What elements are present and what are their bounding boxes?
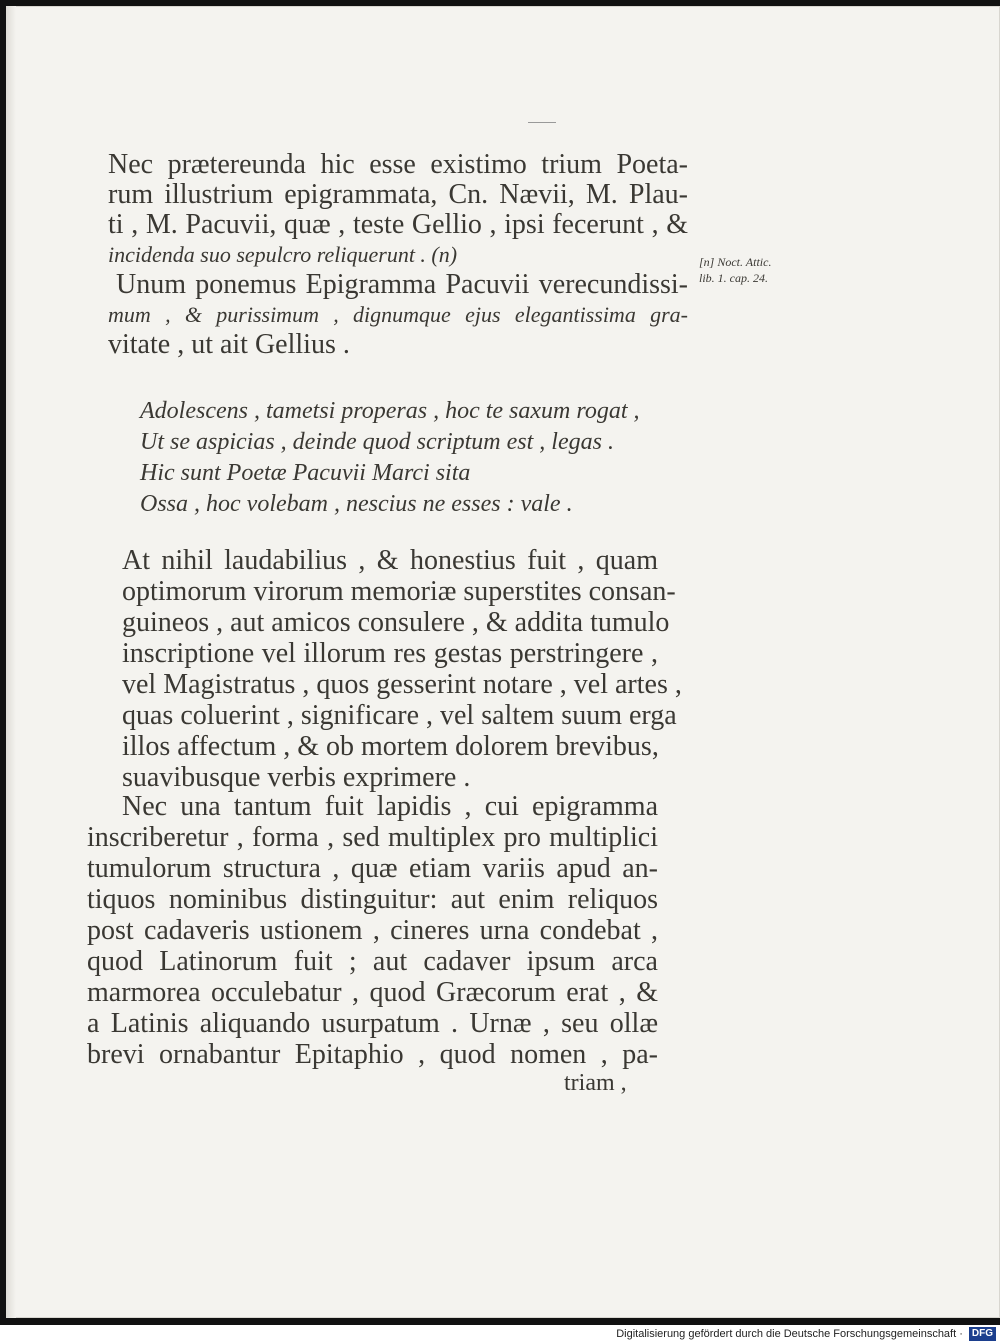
book-page (6, 6, 1000, 1318)
catchword: triam , (564, 1070, 627, 1096)
text-line: quod Latinorum fuit ; aut cadaver ipsum arca (87, 946, 658, 977)
verse-line: Ossa , hoc volebam , nescius ne esses : vale . (140, 491, 573, 517)
header-rule (528, 122, 556, 123)
text-line: guineos , aut amicos consulere , & addita tumulo (122, 607, 670, 638)
text-line: brevi ornabantur Epitaphio , quod nomen , pa- (87, 1039, 658, 1070)
text-line: suavibusque verbis exprimere . (122, 762, 471, 793)
text-line: Nec una tantum fuit lapidis , cui epigramma (122, 791, 658, 822)
footer-credit: Digitalisierung gefördert durch die Deutsche Forschungsgemeinschaft · (616, 1328, 963, 1340)
text-line: ti , M. Pacuvii, quæ , teste Gellio , ipsi fecerunt , & (108, 209, 688, 240)
text-line: mum , & purissimum , dignumque ejus elegantissima gra- (108, 302, 688, 327)
text-line: Nec prætereunda hic esse existimo trium Poeta- (108, 149, 688, 180)
text-line: inscriberetur , forma , sed multiplex pro multiplici (87, 822, 658, 853)
verse-line: Hic sunt Poetæ Pacuvii Marci sita (140, 460, 471, 486)
text-line: optimorum virorum memoriæ superstites consan- (122, 576, 676, 607)
text-line: tiquos nominibus distinguitur: aut enim reliquos (87, 884, 658, 915)
text-line: At nihil laudabilius , & honestius fuit , quam (122, 545, 658, 576)
text-line: inscriptione vel illorum res gestas perstringere , (122, 638, 658, 669)
text-line: incidenda suo sepulcro reliquerunt . (n) (108, 242, 458, 267)
page-gutter-shadow (6, 6, 16, 1318)
margin-note-line: lib. 1. cap. 24. (699, 271, 768, 285)
text-line: Unum ponemus Epigramma Pacuvii verecundissi- (116, 269, 688, 300)
verse-line: Ut se aspicias , deinde quod scriptum est , legas . (140, 429, 614, 455)
margin-note-line: [n] Noct. Attic. (699, 255, 772, 269)
text-line: vel Magistratus , quos gesserint notare , vel artes , (122, 669, 682, 700)
text-line: quas coluerint , significare , vel saltem suum erga (122, 700, 677, 731)
digitization-footer (0, 1325, 1000, 1343)
dfg-logo-icon: DFG (969, 1327, 996, 1341)
text-line: marmorea occulebatur , quod Græcorum erat , & (87, 977, 658, 1008)
verse-line: Adolescens , tametsi properas , hoc te saxum rogat , (140, 398, 640, 424)
text-line: illos affectum , & ob mortem dolorem brevibus, (122, 731, 659, 762)
text-line: rum illustrium epigrammata, Cn. Nævii, M. Plau- (108, 179, 688, 210)
text-line: vitate , ut ait Gellius . (108, 329, 350, 360)
text-line: post cadaveris ustionem , cineres urna condebat , (87, 915, 658, 946)
text-line: a Latinis aliquando usurpatum . Urnæ , seu ollæ (87, 1008, 658, 1039)
text-line: tumulorum structura , quæ etiam variis apud an- (87, 853, 658, 884)
